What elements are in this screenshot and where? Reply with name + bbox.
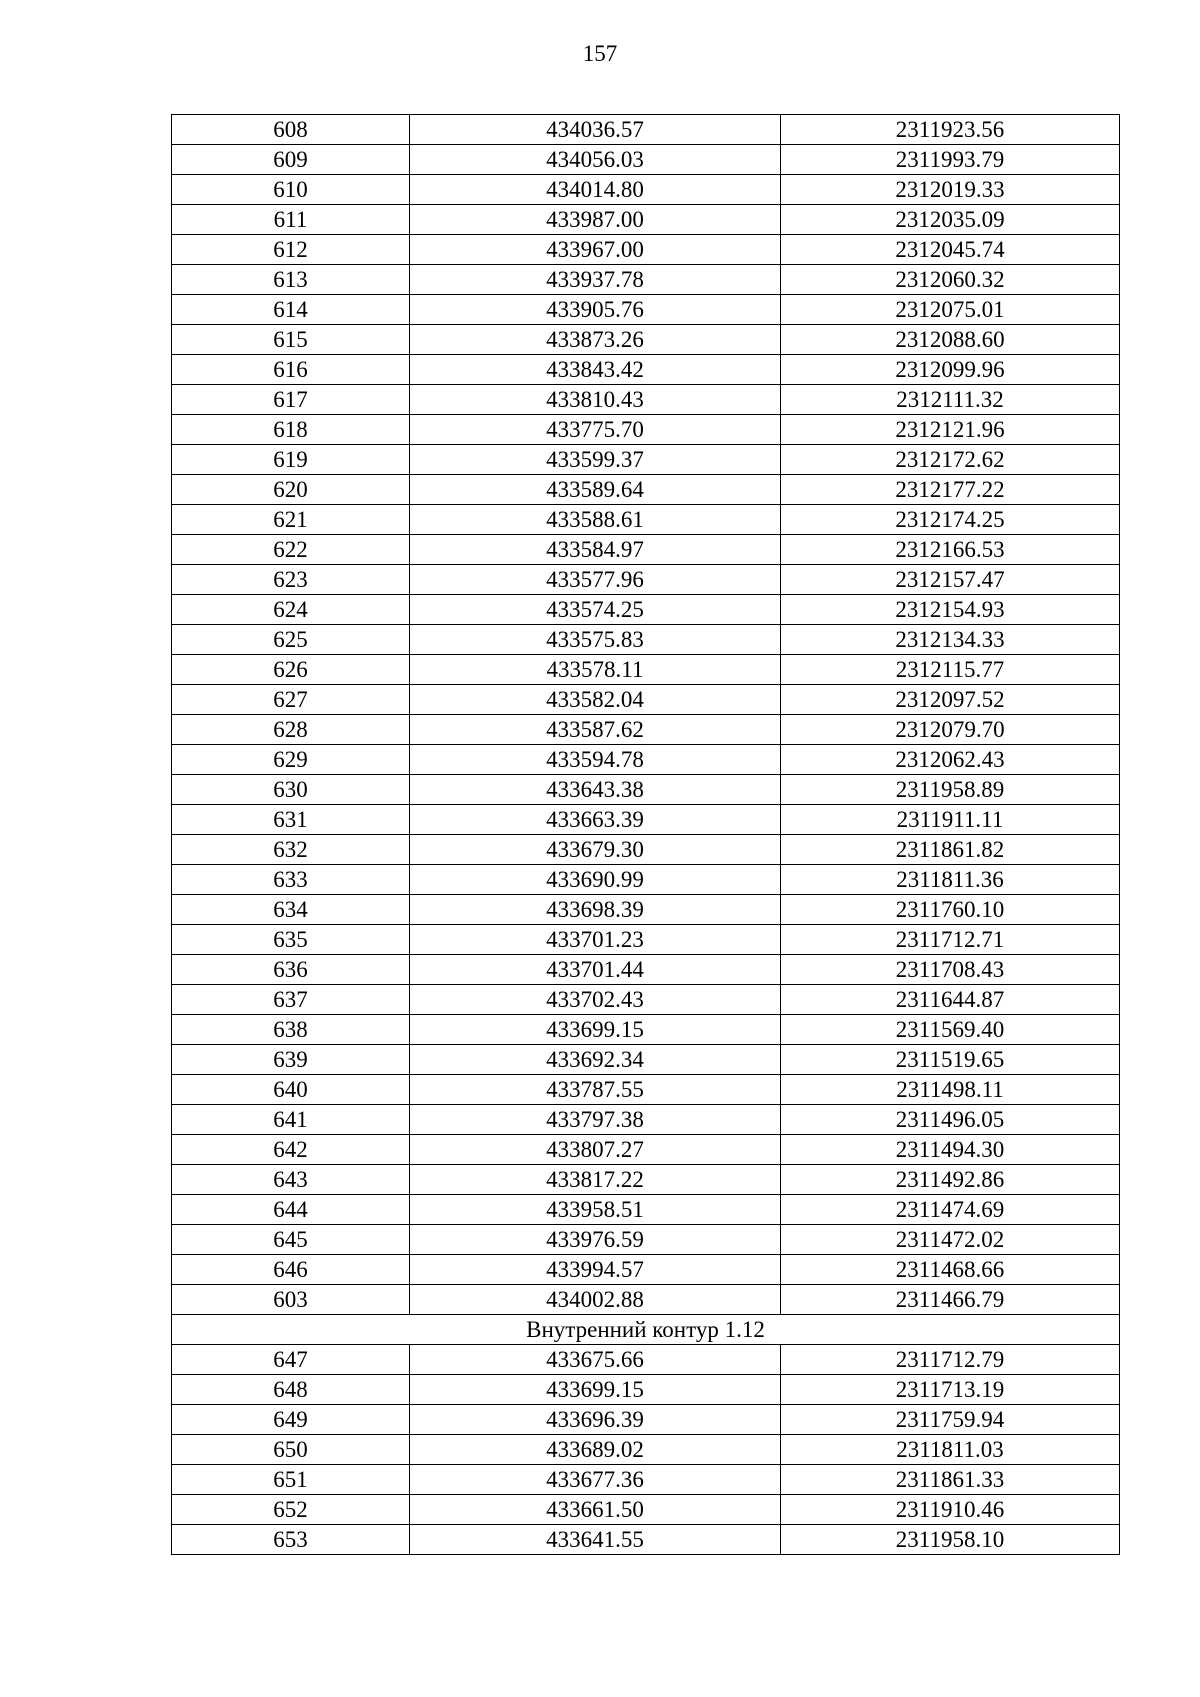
page-number: 157 xyxy=(582,41,618,66)
x-coordinate-cell: 433701.23 xyxy=(410,925,781,955)
point-number-cell: 627 xyxy=(172,685,410,715)
point-number-cell: 638 xyxy=(172,1015,410,1045)
x-coordinate-cell: 433675.66 xyxy=(410,1345,781,1375)
y-coordinate-cell: 2311712.71 xyxy=(781,925,1120,955)
y-coordinate-cell: 2311861.82 xyxy=(781,835,1120,865)
point-number-cell: 615 xyxy=(172,325,410,355)
point-number-cell: 649 xyxy=(172,1405,410,1435)
point-number-cell: 624 xyxy=(172,595,410,625)
y-coordinate-cell: 2311498.11 xyxy=(781,1075,1120,1105)
table-row xyxy=(172,115,1120,145)
x-coordinate-cell: 433810.43 xyxy=(410,385,781,415)
x-coordinate-cell: 433587.62 xyxy=(410,715,781,745)
table-row xyxy=(172,475,1120,505)
point-number-cell: 636 xyxy=(172,955,410,985)
x-coordinate-cell: 433589.64 xyxy=(410,475,781,505)
x-coordinate-cell: 434002.88 xyxy=(410,1285,781,1315)
x-coordinate-cell: 433797.38 xyxy=(410,1105,781,1135)
table-row xyxy=(172,1075,1120,1105)
x-coordinate-cell: 433696.39 xyxy=(410,1405,781,1435)
y-coordinate-cell: 2312134.33 xyxy=(781,625,1120,655)
table-row xyxy=(172,355,1120,385)
y-coordinate-cell: 2312177.22 xyxy=(781,475,1120,505)
y-coordinate-cell: 2311644.87 xyxy=(781,985,1120,1015)
x-coordinate-cell: 433599.37 xyxy=(410,445,781,475)
point-number-cell: 609 xyxy=(172,145,410,175)
point-number-cell: 642 xyxy=(172,1135,410,1165)
table-row xyxy=(172,805,1120,835)
y-coordinate-cell: 2311958.10 xyxy=(781,1525,1120,1555)
table-row xyxy=(172,985,1120,1015)
x-coordinate-cell: 433661.50 xyxy=(410,1495,781,1525)
point-number-cell: 646 xyxy=(172,1255,410,1285)
x-coordinate-cell: 433575.83 xyxy=(410,625,781,655)
coordinates-table xyxy=(171,114,1120,1555)
table-row xyxy=(172,745,1120,775)
y-coordinate-cell: 2312157.47 xyxy=(781,565,1120,595)
table-row xyxy=(172,895,1120,925)
point-number-cell: 633 xyxy=(172,865,410,895)
y-coordinate-cell: 2311492.86 xyxy=(781,1165,1120,1195)
y-coordinate-cell: 2311811.03 xyxy=(781,1435,1120,1465)
table-row xyxy=(172,565,1120,595)
x-coordinate-cell: 433699.15 xyxy=(410,1375,781,1405)
y-coordinate-cell: 2311466.79 xyxy=(781,1285,1120,1315)
table-row xyxy=(172,325,1120,355)
point-number-cell: 614 xyxy=(172,295,410,325)
x-coordinate-cell: 433967.00 xyxy=(410,235,781,265)
point-number-cell: 622 xyxy=(172,535,410,565)
point-number-cell: 619 xyxy=(172,445,410,475)
point-number-cell: 640 xyxy=(172,1075,410,1105)
point-number-cell: 630 xyxy=(172,775,410,805)
table-row xyxy=(172,1375,1120,1405)
x-coordinate-cell: 433698.39 xyxy=(410,895,781,925)
y-coordinate-cell: 2312097.52 xyxy=(781,685,1120,715)
y-coordinate-cell: 2312035.09 xyxy=(781,205,1120,235)
x-coordinate-cell: 433582.04 xyxy=(410,685,781,715)
y-coordinate-cell: 2311910.46 xyxy=(781,1495,1120,1525)
table-row xyxy=(172,1285,1120,1315)
y-coordinate-cell: 2311993.79 xyxy=(781,145,1120,175)
table-row xyxy=(172,865,1120,895)
point-number-cell: 612 xyxy=(172,235,410,265)
point-number-cell: 637 xyxy=(172,985,410,1015)
x-coordinate-cell: 433987.00 xyxy=(410,205,781,235)
y-coordinate-cell: 2311759.94 xyxy=(781,1405,1120,1435)
table-row xyxy=(172,1225,1120,1255)
table-row xyxy=(172,1345,1120,1375)
x-coordinate-cell: 433663.39 xyxy=(410,805,781,835)
x-coordinate-cell: 433690.99 xyxy=(410,865,781,895)
x-coordinate-cell: 433994.57 xyxy=(410,1255,781,1285)
point-number-cell: 608 xyxy=(172,115,410,145)
x-coordinate-cell: 433817.22 xyxy=(410,1165,781,1195)
x-coordinate-cell: 433958.51 xyxy=(410,1195,781,1225)
point-number-cell: 643 xyxy=(172,1165,410,1195)
y-coordinate-cell: 2312019.33 xyxy=(781,175,1120,205)
x-coordinate-cell: 433699.15 xyxy=(410,1015,781,1045)
point-number-cell: 632 xyxy=(172,835,410,865)
y-coordinate-cell: 2311494.30 xyxy=(781,1135,1120,1165)
coordinates-table-body xyxy=(172,115,1120,1555)
point-number-cell: 618 xyxy=(172,415,410,445)
section-heading: Внутренний контур 1.12 xyxy=(172,1315,1120,1345)
point-number-cell: 628 xyxy=(172,715,410,745)
point-number-cell: 631 xyxy=(172,805,410,835)
x-coordinate-cell: 433701.44 xyxy=(410,955,781,985)
point-number-cell: 634 xyxy=(172,895,410,925)
table-row xyxy=(172,1495,1120,1525)
y-coordinate-cell: 2312088.60 xyxy=(781,325,1120,355)
x-coordinate-cell: 433976.59 xyxy=(410,1225,781,1255)
point-number-cell: 647 xyxy=(172,1345,410,1375)
y-coordinate-cell: 2311911.11 xyxy=(781,805,1120,835)
x-coordinate-cell: 433937.78 xyxy=(410,265,781,295)
y-coordinate-cell: 2312172.62 xyxy=(781,445,1120,475)
x-coordinate-cell: 433692.34 xyxy=(410,1045,781,1075)
table-row xyxy=(172,685,1120,715)
y-coordinate-cell: 2312166.53 xyxy=(781,535,1120,565)
point-number-cell: 650 xyxy=(172,1435,410,1465)
table-row xyxy=(172,955,1120,985)
point-number-cell: 644 xyxy=(172,1195,410,1225)
table-row xyxy=(172,205,1120,235)
table-row xyxy=(172,295,1120,325)
point-number-cell: 639 xyxy=(172,1045,410,1075)
y-coordinate-cell: 2311569.40 xyxy=(781,1015,1120,1045)
table-row xyxy=(172,1255,1120,1285)
table-row xyxy=(172,1165,1120,1195)
table-row xyxy=(172,1135,1120,1165)
point-number-cell: 623 xyxy=(172,565,410,595)
table-row xyxy=(172,1045,1120,1075)
point-number-cell: 626 xyxy=(172,655,410,685)
table-row xyxy=(172,445,1120,475)
table-row xyxy=(172,835,1120,865)
table-row xyxy=(172,595,1120,625)
table-row xyxy=(172,1015,1120,1045)
y-coordinate-cell: 2312154.93 xyxy=(781,595,1120,625)
point-number-cell: 648 xyxy=(172,1375,410,1405)
x-coordinate-cell: 433787.55 xyxy=(410,1075,781,1105)
point-number-cell: 613 xyxy=(172,265,410,295)
table-row xyxy=(172,175,1120,205)
point-number-cell: 651 xyxy=(172,1465,410,1495)
y-coordinate-cell: 2311712.79 xyxy=(781,1345,1120,1375)
table-row xyxy=(172,1405,1120,1435)
y-coordinate-cell: 2311811.36 xyxy=(781,865,1120,895)
y-coordinate-cell: 2312045.74 xyxy=(781,235,1120,265)
x-coordinate-cell: 433702.43 xyxy=(410,985,781,1015)
point-number-cell: 616 xyxy=(172,355,410,385)
point-number-cell: 621 xyxy=(172,505,410,535)
y-coordinate-cell: 2311760.10 xyxy=(781,895,1120,925)
y-coordinate-cell: 2312115.77 xyxy=(781,655,1120,685)
x-coordinate-cell: 433873.26 xyxy=(410,325,781,355)
table-row xyxy=(172,535,1120,565)
x-coordinate-cell: 433641.55 xyxy=(410,1525,781,1555)
x-coordinate-cell: 433677.36 xyxy=(410,1465,781,1495)
table-row xyxy=(172,715,1120,745)
table-row xyxy=(172,265,1120,295)
point-number-cell: 635 xyxy=(172,925,410,955)
y-coordinate-cell: 2311861.33 xyxy=(781,1465,1120,1495)
y-coordinate-cell: 2311468.66 xyxy=(781,1255,1120,1285)
point-number-cell: 610 xyxy=(172,175,410,205)
y-coordinate-cell: 2311474.69 xyxy=(781,1195,1120,1225)
y-coordinate-cell: 2311923.56 xyxy=(781,115,1120,145)
table-row xyxy=(172,925,1120,955)
y-coordinate-cell: 2312060.32 xyxy=(781,265,1120,295)
table-row xyxy=(172,775,1120,805)
x-coordinate-cell: 433905.76 xyxy=(410,295,781,325)
table-row xyxy=(172,1525,1120,1555)
x-coordinate-cell: 433574.25 xyxy=(410,595,781,625)
table-row xyxy=(172,1195,1120,1225)
y-coordinate-cell: 2311472.02 xyxy=(781,1225,1120,1255)
x-coordinate-cell: 434036.57 xyxy=(410,115,781,145)
y-coordinate-cell: 2312075.01 xyxy=(781,295,1120,325)
point-number-cell: 629 xyxy=(172,745,410,775)
x-coordinate-cell: 433578.11 xyxy=(410,655,781,685)
y-coordinate-cell: 2312079.70 xyxy=(781,715,1120,745)
x-coordinate-cell: 434014.80 xyxy=(410,175,781,205)
x-coordinate-cell: 433594.78 xyxy=(410,745,781,775)
table-row xyxy=(172,625,1120,655)
table-row xyxy=(172,235,1120,265)
x-coordinate-cell: 433689.02 xyxy=(410,1435,781,1465)
x-coordinate-cell: 433679.30 xyxy=(410,835,781,865)
y-coordinate-cell: 2312174.25 xyxy=(781,505,1120,535)
point-number-cell: 625 xyxy=(172,625,410,655)
table-row xyxy=(172,655,1120,685)
y-coordinate-cell: 2311713.19 xyxy=(781,1375,1120,1405)
point-number-cell: 603 xyxy=(172,1285,410,1315)
point-number-cell: 645 xyxy=(172,1225,410,1255)
point-number-cell: 620 xyxy=(172,475,410,505)
table-row xyxy=(172,1465,1120,1495)
x-coordinate-cell: 433588.61 xyxy=(410,505,781,535)
point-number-cell: 611 xyxy=(172,205,410,235)
section-heading-row xyxy=(172,1315,1120,1345)
y-coordinate-cell: 2311708.43 xyxy=(781,955,1120,985)
x-coordinate-cell: 433577.96 xyxy=(410,565,781,595)
point-number-cell: 641 xyxy=(172,1105,410,1135)
table-row xyxy=(172,1435,1120,1465)
x-coordinate-cell: 433807.27 xyxy=(410,1135,781,1165)
y-coordinate-cell: 2312099.96 xyxy=(781,355,1120,385)
point-number-cell: 617 xyxy=(172,385,410,415)
point-number-cell: 653 xyxy=(172,1525,410,1555)
x-coordinate-cell: 433643.38 xyxy=(410,775,781,805)
y-coordinate-cell: 2311519.65 xyxy=(781,1045,1120,1075)
x-coordinate-cell: 433775.70 xyxy=(410,415,781,445)
table-row xyxy=(172,145,1120,175)
y-coordinate-cell: 2311496.05 xyxy=(781,1105,1120,1135)
table-row xyxy=(172,505,1120,535)
y-coordinate-cell: 2311958.89 xyxy=(781,775,1120,805)
x-coordinate-cell: 433584.97 xyxy=(410,535,781,565)
y-coordinate-cell: 2312062.43 xyxy=(781,745,1120,775)
y-coordinate-cell: 2312121.96 xyxy=(781,415,1120,445)
point-number-cell: 652 xyxy=(172,1495,410,1525)
x-coordinate-cell: 434056.03 xyxy=(410,145,781,175)
x-coordinate-cell: 433843.42 xyxy=(410,355,781,385)
table-row xyxy=(172,1105,1120,1135)
table-row xyxy=(172,385,1120,415)
y-coordinate-cell: 2312111.32 xyxy=(781,385,1120,415)
table-row xyxy=(172,415,1120,445)
